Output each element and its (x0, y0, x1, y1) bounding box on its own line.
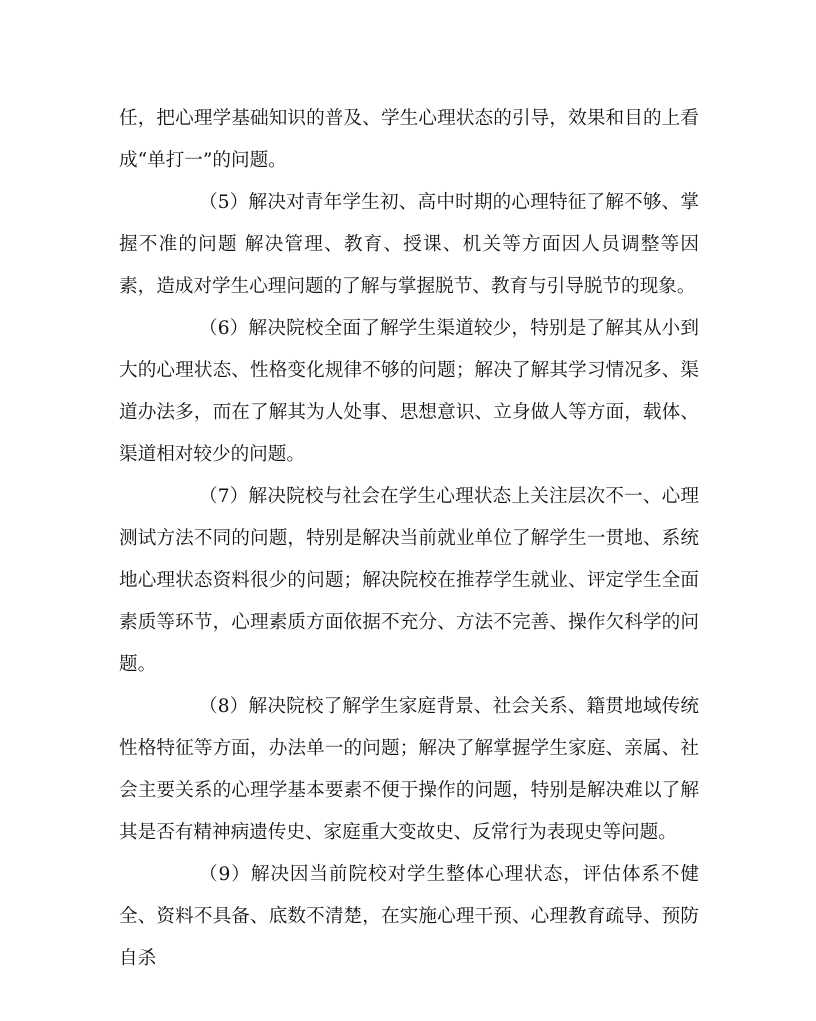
paragraph-item-7: （7）解决院校与社会在学生心理状态上关注层次不一、心理测试方法不同的问题，特别是解决当前就业单位了解学生一贯地、系统地心理状态资料很少的问题；解决院校在推荐学生就业、评定学生全面素质等环节，心理素质方面依据不充分、方法不完善、操作欠科学的问题。 (119, 486, 699, 675)
paragraph-item-9: （9）解决因当前院校对学生整体心理状态，评估体系不健全、资料不具备、底数不清楚，在实施心理干预、心理教育疏导、预防自杀 (119, 864, 699, 969)
paragraph-item-8: （8）解决院校了解学生家庭背景、社会关系、籍贯地域传统性格特征等方面，办法单一的问题；解决了解掌握学生家庭、亲属、社会主要关系的心理学基本要素不便于操作的问题，特别是解决难以了解其是否有精神病遗传史、家庭重大变故史、反常行为表现史等问题。 (119, 696, 699, 843)
document-body (119, 98, 699, 980)
paragraph-item-6: （6）解决院校全面了解学生渠道较少，特别是了解其从小到大的心理状态、性格变化规律不够的问题；解决了解其学习情况多、渠道办法多，而在了解其为人处事、思想意识、立身做人等方面，载体、渠道相对较少的问题。 (119, 318, 699, 465)
paragraph-item-5: （5）解决对青年学生初、高中时期的心理特征了解不够、掌握不准的问题 解决管理、教育、授课、机关等方面因人员调整等因素，造成对学生心理问题的了解与掌握脱节、教育与引导脱节的现象。 (119, 192, 699, 297)
paragraph-continuation: 任，把心理学基础知识的普及、学生心理状态的引导，效果和目的上看成“单打一”的问题。 (119, 108, 699, 171)
